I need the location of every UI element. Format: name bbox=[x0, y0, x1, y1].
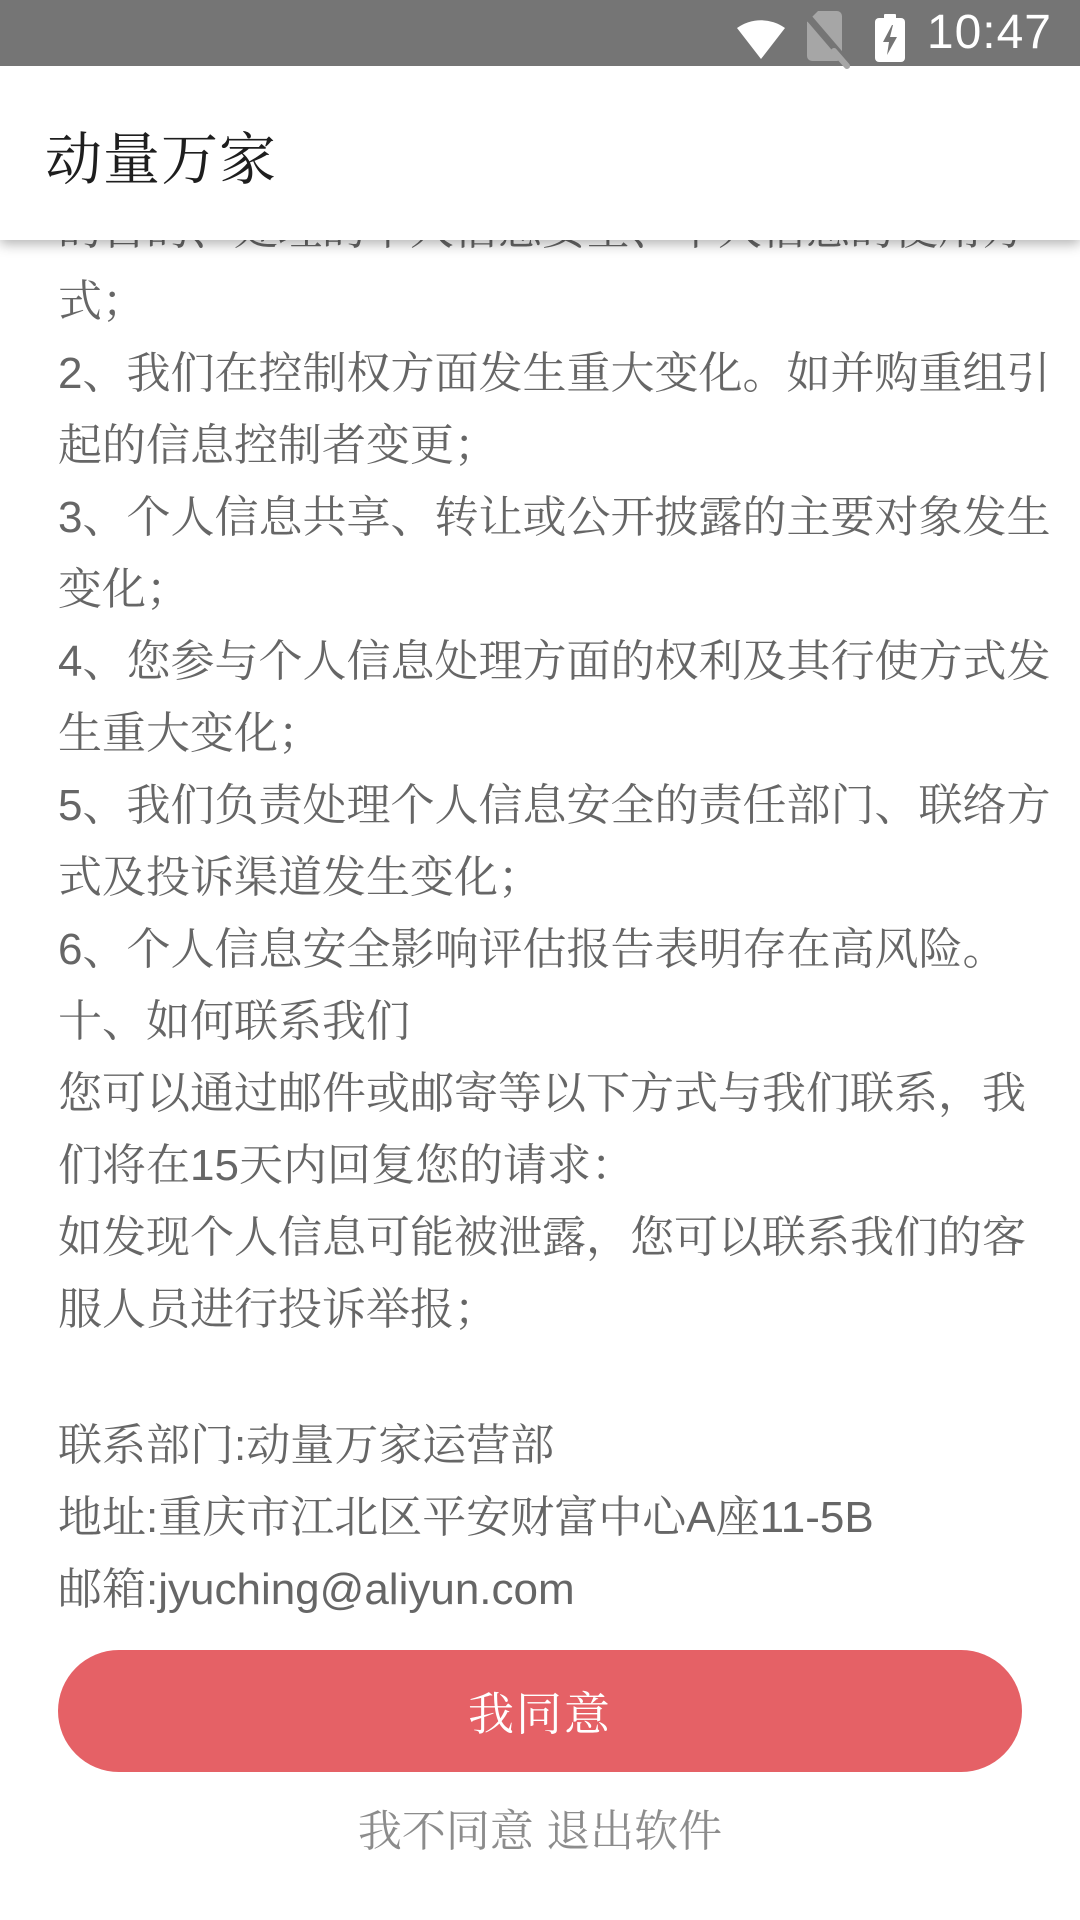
policy-text-line: 您可以通过邮件或邮寄等以下方式与我们联系，我 bbox=[58, 1069, 1026, 1118]
policy-text-line: 起的信息控制者变更； bbox=[58, 421, 498, 470]
contact-address-line: 地址:重庆市江北区平安财富中心A座11-5B bbox=[58, 1493, 874, 1542]
policy-text-line: 如发现个人信息可能被泄露，您可以联系我们的客 bbox=[58, 1213, 1026, 1262]
policy-text-line: 变化； bbox=[58, 565, 190, 614]
agree-button[interactable]: 我同意 bbox=[58, 1650, 1022, 1772]
policy-text-line: 十、如何联系我们 bbox=[58, 997, 410, 1046]
policy-text-line: 2、我们在控制权方面发生重大变化。如并购重组引 bbox=[58, 349, 1051, 398]
paragraph-spacer bbox=[58, 1346, 1022, 1410]
page-title: 动量万家 bbox=[45, 128, 277, 192]
app-bar bbox=[0, 66, 1080, 240]
disagree-exit-link[interactable]: 我不同意 退出软件 bbox=[357, 1807, 723, 1856]
policy-scroll-area[interactable] bbox=[0, 194, 1080, 1874]
policy-text-line: 式； bbox=[58, 277, 146, 326]
policy-text-line: 5、我们负责处理个人信息安全的责任部门、联络方 bbox=[58, 781, 1051, 830]
status-bar bbox=[0, 0, 1080, 66]
contact-email-line: 邮箱:jyuching@aliyun.com bbox=[58, 1565, 575, 1614]
wifi-icon bbox=[735, 15, 787, 59]
battery-charging-icon bbox=[875, 14, 905, 62]
policy-text-line: 服人员进行投诉举报； bbox=[58, 1285, 498, 1334]
contact-department-line: 联系部门:动量万家运营部 bbox=[58, 1421, 555, 1470]
status-time: 10:47 bbox=[926, 6, 1052, 59]
policy-text-line: 4、您参与个人信息处理方面的权利及其行使方式发 bbox=[58, 637, 1051, 686]
policy-text-line: 式及投诉渠道发生变化； bbox=[58, 853, 542, 902]
policy-text-line: 们将在15天内回复您的请求： bbox=[58, 1141, 635, 1190]
no-sim-icon bbox=[805, 9, 849, 67]
policy-text-line: 3、个人信息共享、转让或公开披露的主要对象发生 bbox=[58, 493, 1051, 542]
policy-text-line: 生重大变化； bbox=[58, 709, 322, 758]
policy-text-line: 6、个人信息安全影响评估报告表明存在高风险。 bbox=[58, 925, 1007, 974]
policy-text-block bbox=[58, 194, 1051, 1626]
